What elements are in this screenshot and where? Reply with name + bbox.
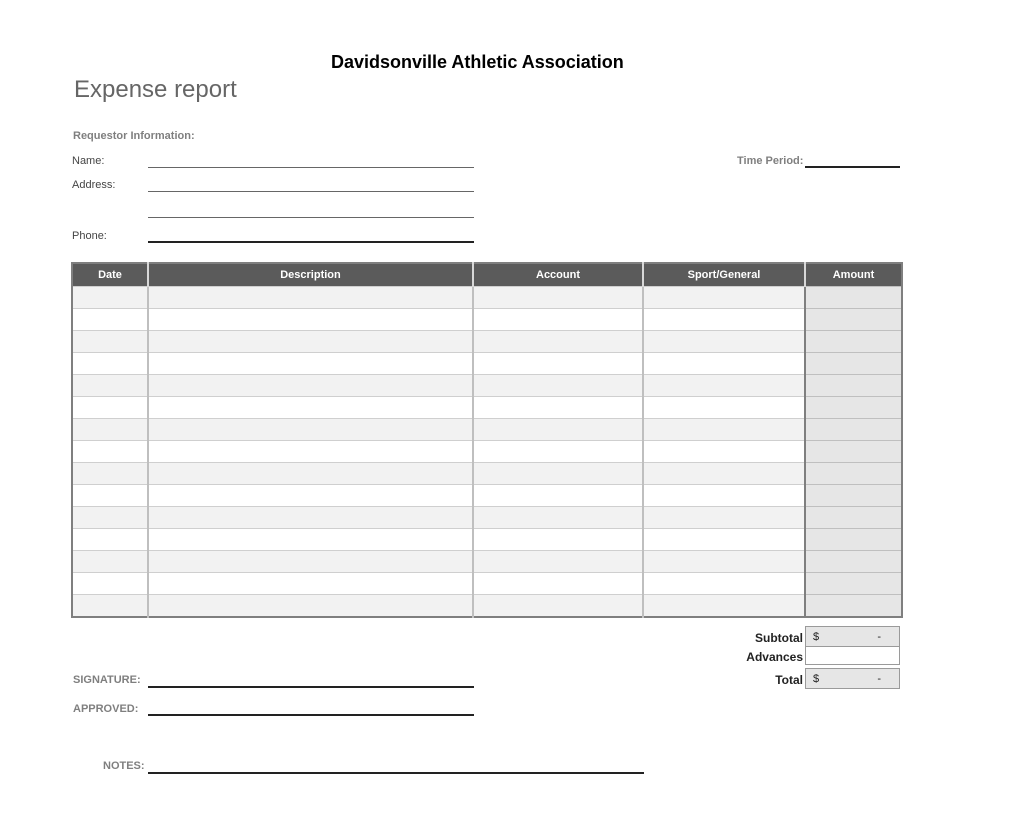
cell-account[interactable] (473, 529, 643, 551)
table-row (72, 551, 902, 573)
cell-amount[interactable] (805, 287, 902, 309)
cell-amount[interactable] (805, 529, 902, 551)
table-row (72, 507, 902, 529)
table-row (72, 397, 902, 419)
table-row (72, 419, 902, 441)
cell-amount[interactable] (805, 353, 902, 375)
cell-amount[interactable] (805, 485, 902, 507)
total-box (805, 668, 900, 689)
subtotal-currency: $ (813, 631, 820, 643)
cell-date[interactable] (72, 397, 148, 419)
cell-sport-general[interactable] (643, 529, 805, 551)
notes-label: NOTES: (103, 760, 145, 772)
signature-field[interactable] (148, 686, 474, 688)
cell-account[interactable] (473, 419, 643, 441)
cell-sport-general[interactable] (643, 375, 805, 397)
cell-sport-general[interactable] (643, 507, 805, 529)
table-row (72, 463, 902, 485)
cell-date[interactable] (72, 529, 148, 551)
approved-field[interactable] (148, 714, 474, 716)
cell-amount[interactable] (805, 419, 902, 441)
cell-description[interactable] (148, 595, 473, 618)
cell-date[interactable] (72, 419, 148, 441)
signature-label: SIGNATURE: (73, 674, 141, 686)
cell-amount[interactable] (805, 463, 902, 485)
table-header-row (72, 263, 902, 287)
cell-account[interactable] (473, 463, 643, 485)
cell-sport-general[interactable] (643, 353, 805, 375)
time-period-field[interactable] (805, 166, 900, 168)
cell-amount[interactable] (805, 595, 902, 618)
column-header-description: Description (148, 263, 473, 287)
cell-description[interactable] (148, 287, 473, 309)
cell-description[interactable] (148, 419, 473, 441)
cell-description[interactable] (148, 507, 473, 529)
column-header-date: Date (72, 263, 148, 287)
cell-date[interactable] (72, 309, 148, 331)
cell-description[interactable] (148, 529, 473, 551)
cell-sport-general[interactable] (643, 573, 805, 595)
cell-description[interactable] (148, 397, 473, 419)
cell-account[interactable] (473, 397, 643, 419)
total-value: - (877, 673, 881, 685)
cell-account[interactable] (473, 375, 643, 397)
time-period-label: Time Period: (737, 155, 804, 167)
cell-amount[interactable] (805, 331, 902, 353)
cell-account[interactable] (473, 441, 643, 463)
table-row (72, 595, 902, 618)
cell-date[interactable] (72, 551, 148, 573)
requestor-section-label: Requestor Information: (73, 130, 195, 142)
column-header-account: Account (473, 263, 643, 287)
cell-date[interactable] (72, 485, 148, 507)
table-row (72, 485, 902, 507)
cell-sport-general[interactable] (643, 595, 805, 618)
notes-field[interactable] (148, 772, 644, 774)
advances-input[interactable] (805, 646, 900, 665)
total-currency: $ (813, 673, 820, 685)
total-label: Total (775, 673, 803, 687)
cell-description[interactable] (148, 441, 473, 463)
cell-amount[interactable] (805, 573, 902, 595)
cell-sport-general[interactable] (643, 331, 805, 353)
advances-label: Advances (746, 650, 803, 664)
table-row (72, 441, 902, 463)
address-field-line-1[interactable] (148, 191, 474, 192)
cell-description[interactable] (148, 573, 473, 595)
cell-amount[interactable] (805, 375, 902, 397)
cell-sport-general[interactable] (643, 419, 805, 441)
cell-date[interactable] (72, 331, 148, 353)
expense-table (71, 262, 903, 618)
table-row (72, 287, 902, 309)
cell-date[interactable] (72, 287, 148, 309)
cell-sport-general[interactable] (643, 309, 805, 331)
cell-account[interactable] (473, 595, 643, 618)
cell-date[interactable] (72, 573, 148, 595)
cell-date[interactable] (72, 463, 148, 485)
cell-description[interactable] (148, 463, 473, 485)
cell-sport-general[interactable] (643, 485, 805, 507)
cell-description[interactable] (148, 331, 473, 353)
table-row (72, 529, 902, 551)
address-field-line-2[interactable] (148, 217, 474, 218)
phone-field[interactable] (148, 241, 474, 243)
cell-account[interactable] (473, 507, 643, 529)
column-header-sport-general: Sport/General (643, 263, 805, 287)
cell-description[interactable] (148, 485, 473, 507)
cell-sport-general[interactable] (643, 287, 805, 309)
cell-sport-general[interactable] (643, 463, 805, 485)
cell-amount[interactable] (805, 441, 902, 463)
approved-label: APPROVED: (73, 703, 139, 715)
address-label: Address: (72, 179, 116, 191)
subtotal-value: - (877, 631, 881, 643)
table-row (72, 375, 902, 397)
cell-account[interactable] (473, 485, 643, 507)
cell-date[interactable] (72, 441, 148, 463)
organization-title: Davidsonville Athletic Association (331, 52, 624, 72)
cell-date[interactable] (72, 375, 148, 397)
column-header-amount: Amount (805, 263, 902, 287)
phone-label: Phone: (72, 230, 107, 242)
cell-amount[interactable] (805, 507, 902, 529)
table-row (72, 331, 902, 353)
cell-sport-general[interactable] (643, 441, 805, 463)
cell-description[interactable] (148, 551, 473, 573)
cell-account[interactable] (473, 309, 643, 331)
cell-date[interactable] (72, 507, 148, 529)
cell-account[interactable] (473, 573, 643, 595)
cell-description[interactable] (148, 353, 473, 375)
cell-description[interactable] (148, 375, 473, 397)
table-row (72, 353, 902, 375)
name-field[interactable] (148, 167, 474, 168)
cell-description[interactable] (148, 309, 473, 331)
cell-account[interactable] (473, 331, 643, 353)
cell-sport-general[interactable] (643, 397, 805, 419)
cell-amount[interactable] (805, 397, 902, 419)
subtotal-label: Subtotal (755, 631, 803, 645)
cell-account[interactable] (473, 287, 643, 309)
name-label: Name: (72, 155, 105, 167)
cell-amount[interactable] (805, 309, 902, 331)
cell-sport-general[interactable] (643, 551, 805, 573)
subtotal-box (805, 626, 900, 647)
table-row (72, 573, 902, 595)
cell-amount[interactable] (805, 551, 902, 573)
table-row (72, 309, 902, 331)
report-title: Expense report (74, 76, 237, 103)
cell-date[interactable] (72, 595, 148, 618)
cell-account[interactable] (473, 353, 643, 375)
cell-account[interactable] (473, 551, 643, 573)
cell-date[interactable] (72, 353, 148, 375)
